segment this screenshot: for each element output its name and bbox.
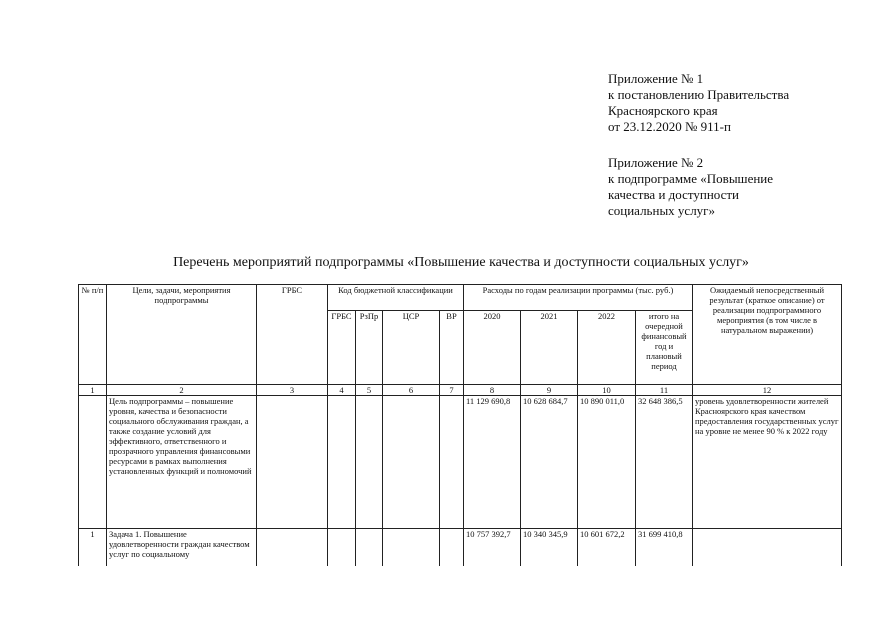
row-num bbox=[79, 396, 107, 529]
row-value-2021: 10 628 684,7 bbox=[521, 396, 578, 529]
column-number: 10 bbox=[578, 385, 636, 396]
header-expenses: Расходы по годам реализации программы (тыс. руб.) bbox=[464, 285, 693, 311]
header-year-2022: 2022 bbox=[578, 311, 636, 385]
appendix-1-line-1: Приложение № 1 bbox=[608, 71, 704, 86]
appendix-2-line-3: качества и доступности bbox=[608, 187, 740, 202]
row-value-2021: 10 340 345,9 bbox=[521, 529, 578, 589]
appendix-1-line-4: от 23.12.2020 № 911-п bbox=[608, 119, 731, 134]
header-sub-rzpr: РзПр bbox=[356, 311, 383, 385]
column-number: 1 bbox=[79, 385, 107, 396]
row-name: Цель подпрограммы – повышение уровня, качества и безопасности социального обслуживания граждан, а также создание условий для эффективного, ответственного и прозрачного управления финансовыми ресурсами в рамках выполнения установленных функций и полномочий bbox=[107, 396, 257, 529]
appendix-2-block bbox=[608, 155, 773, 219]
header-goals: Цели, задачи, мероприятия подпрограммы bbox=[107, 285, 257, 385]
column-number-row bbox=[79, 385, 842, 396]
header-budget-code: Код бюджетной классификации bbox=[328, 285, 464, 311]
row-value-2022: 10 890 011,0 bbox=[578, 396, 636, 529]
row-grbs bbox=[257, 396, 328, 529]
header-year-2021: 2021 bbox=[521, 311, 578, 385]
column-number: 7 bbox=[440, 385, 464, 396]
header-year-2020: 2020 bbox=[464, 311, 521, 385]
row-name: Задача 1. Повышение удовлетворенности граждан качеством услуг по социальному bbox=[107, 529, 257, 589]
header-result: Ожидаемый непосредственный результат (краткое описание) от реализации подпрограммного мероприятия (в том числе в натуральном выражении) bbox=[693, 285, 842, 385]
row-value-2022: 10 601 672,2 bbox=[578, 529, 636, 589]
row-vr bbox=[440, 396, 464, 529]
row-result: уровень удовлетворенности жителей Красноярского края качеством предоставления государственных услуг на уровне не менее 90 % к 2022 году bbox=[693, 396, 842, 529]
header-num: № п/п bbox=[79, 285, 107, 385]
header-total: итого на очередной финансовый год и плановый период bbox=[636, 311, 693, 385]
measures-table bbox=[78, 284, 842, 589]
appendix-2-line-2: к подпрограмме «Повышение bbox=[608, 171, 774, 186]
header-row-1 bbox=[79, 285, 842, 311]
row-value-2020: 10 757 392,7 bbox=[464, 529, 521, 589]
row-num: 1 bbox=[79, 529, 107, 589]
table-row bbox=[79, 396, 842, 529]
column-number: 5 bbox=[356, 385, 383, 396]
appendix-2-line-1: Приложение № 2 bbox=[608, 155, 704, 170]
row-value-2020: 11 129 690,8 bbox=[464, 396, 521, 529]
page-blank-area bbox=[0, 566, 895, 640]
appendix-1-line-2: к постановлению Правительства bbox=[608, 87, 790, 102]
appendix-2-line-4: социальных услуг» bbox=[608, 203, 716, 218]
column-number: 12 bbox=[693, 385, 842, 396]
column-number: 6 bbox=[383, 385, 440, 396]
row-csr bbox=[383, 396, 440, 529]
column-number: 8 bbox=[464, 385, 521, 396]
appendix-1-line-3: Красноярского края bbox=[608, 103, 718, 118]
column-number: 11 bbox=[636, 385, 693, 396]
row-value-total: 31 699 410,8 bbox=[636, 529, 693, 589]
column-number: 4 bbox=[328, 385, 356, 396]
row-sub-grbs bbox=[328, 396, 356, 529]
header-sub-grbs: ГРБС bbox=[328, 311, 356, 385]
column-number: 9 bbox=[521, 385, 578, 396]
header-grbs: ГРБС bbox=[257, 285, 328, 385]
row-rzpr bbox=[356, 396, 383, 529]
column-number: 2 bbox=[107, 385, 257, 396]
appendix-1-block bbox=[608, 71, 789, 135]
column-number: 3 bbox=[257, 385, 328, 396]
row-value-total: 32 648 386,5 bbox=[636, 396, 693, 529]
document-title: Перечень мероприятий подпрограммы «Повышение качества и доступности социальных услуг» bbox=[173, 255, 749, 270]
header-sub-vr: ВР bbox=[440, 311, 464, 385]
header-sub-csr: ЦСР bbox=[383, 311, 440, 385]
